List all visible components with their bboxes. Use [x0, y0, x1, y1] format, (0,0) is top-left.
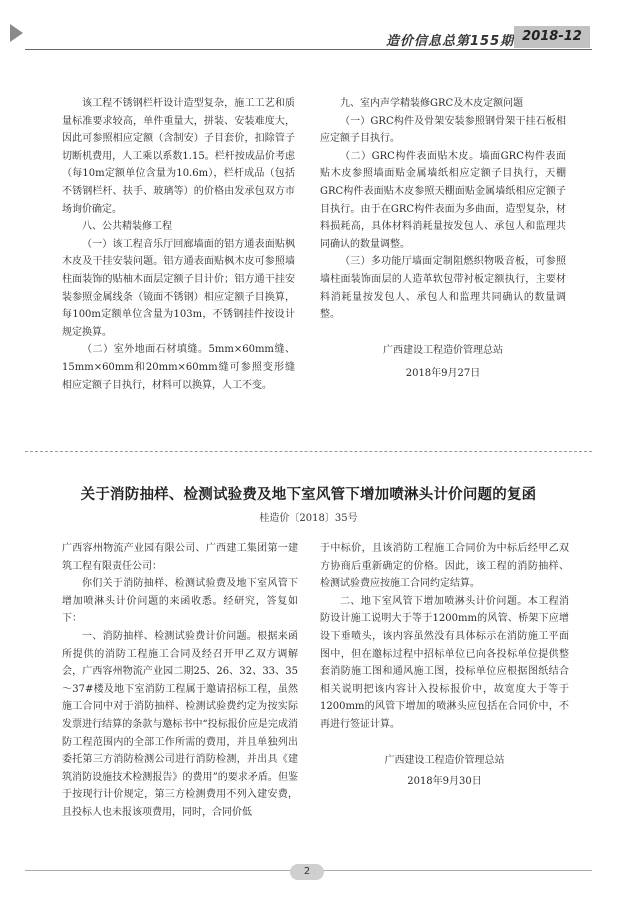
body-paragraph: 于中标价，且该消防工程施工合同价为中标后经甲乙双方协商后重新确定的价格。因此，该工程的消防抽样、检测试验费应按施工合同约定结算。	[320, 543, 569, 590]
top-left-column	[62, 95, 295, 394]
signature: 广西建设工程造价管理总站	[383, 344, 503, 356]
body-paragraph: 你们关于消防抽样、检测试验费及地下室风管下增加喷淋头计价问题的来函收悉。经研究，答复如下：	[62, 578, 298, 625]
issue-badge: 2018-12	[514, 26, 590, 48]
document-number: 桂造价〔2018〕35号	[259, 513, 358, 524]
publication-name: 造价信息总第155期	[386, 34, 515, 49]
signature-date: 2018年9月30日	[407, 776, 482, 788]
body-paragraph: （一）GRC构件及骨架安装参照钢骨架干挂石板相应定额子目执行。	[320, 115, 566, 145]
body-paragraph: 该工程不锈钢栏杆设计造型复杂，施工工艺和质量标准要求较高，单件重量大，拼装、安装难度大，因此可参照相应定额（含制安）子目套价，扣除管子切断机费用，人工乘以系数1.15。栏杆按成品价考虑（每10m定额单位含量为10.6m），栏杆成品（包括不锈钢栏杆、扶手、玻璃等）的价格由发承包双方市场询价确定。	[62, 98, 295, 215]
bottom-right-column	[320, 540, 569, 791]
page-number: 2	[290, 864, 324, 880]
article-title: 关于消防抽样、检测试验费及地下室风管下增加喷淋头计价问题的复函	[80, 487, 537, 503]
section-heading: 九、室内声学精装修GRC及木皮定额问题	[340, 98, 524, 109]
body-paragraph: （二）GRC构件表面贴木皮。墙面GRC构件表面贴木皮参照墙面贴金属墙纸相应定额子目执行，天棚GRC构件表面贴木皮参照天棚面贴金属墙纸相应定额子目执行。由于在GRC构件表面为多曲面，造型复杂，材料损耗高，具体材料消耗量按发包人、承包人和监理共同确认的数量调整。	[320, 150, 566, 250]
addressee: 广西容州物流产业园有限公司、广西建工集团第一建筑工程有限责任公司：	[62, 543, 298, 572]
body-paragraph: （一）该工程音乐厅回廊墙面的铝方通表面贴枫木皮及干挂安装问题。铝方通表面贴枫木皮可参照墙柱面装饰的贴柚木面层定额子目计价；铝方通干挂安装参照金属线条（镜面不锈钢）相应定额子目换算，每100m定额单位含量为103m，不锈钢挂件按设计规定换算。	[62, 238, 295, 338]
header-rule	[25, 49, 592, 50]
body-paragraph: 二、地下室风管下增加喷淋头计价问题。本工程消防设计施工说明大于等于1200mm的风管、桥架下应增设下垂喷头，该内容虽然没有具体标示在消防施工平面图中，但在邀标过程中招标单位已向各投标单位提供整套消防施工图和通风施工图，投标单位应根据图纸结合相关说明把该内容计入投标报价中，故宽度大于等于1200mm的风管下增加的喷淋头应包括在合同价中，不再进行签证计算。	[320, 595, 569, 730]
body-paragraph: （三）多功能厅墙面定制阻燃织物吸音板，可参照墙柱面装饰面层的人造革软包带衬板定额执行，主要材料消耗量按发包人、承包人和监理共同确认的数量调整。	[320, 256, 566, 321]
bottom-left-column	[62, 540, 298, 822]
section-heading: 八、公共精装修工程	[82, 221, 172, 233]
signature-date: 2018年9月27日	[405, 368, 481, 380]
header-arrow-icon	[10, 24, 23, 42]
body-paragraph: 一、消防抽样、检测试验费计价问题。根据来函所提供的消防工程施工合同及经召开甲乙双方调解会，广西容州物流产业园二期25、26、32、33、35～37#楼及地下室消防工程属于邀请招标工程，虽然施工合同中对于消防抽样、检测试验费约定为按实际发票进行结算的条款与邀标书中“投标报价应是完成消防工程范围内的全部工作所需的费用，并且单独列出委托第三方消防检测公司进行消防检测，并出具《建筑消防设施技术检测报告》的费用”的要求矛盾。但鉴于按现行计价规定，第三方检测费用不列入建安费，且投标人也未报该项费用，同时，合同价低	[62, 630, 298, 818]
top-right-column	[320, 95, 566, 383]
body-paragraph: （二）室外地面石材填缝。5mm×60mm缝、15mm×60mm和20mm×60mm缝可参照变形缝相应定额子目执行，材料可以换算，人工不变。	[62, 344, 295, 391]
signature: 广西建设工程造价管理总站	[384, 754, 505, 766]
section-divider	[25, 451, 592, 452]
